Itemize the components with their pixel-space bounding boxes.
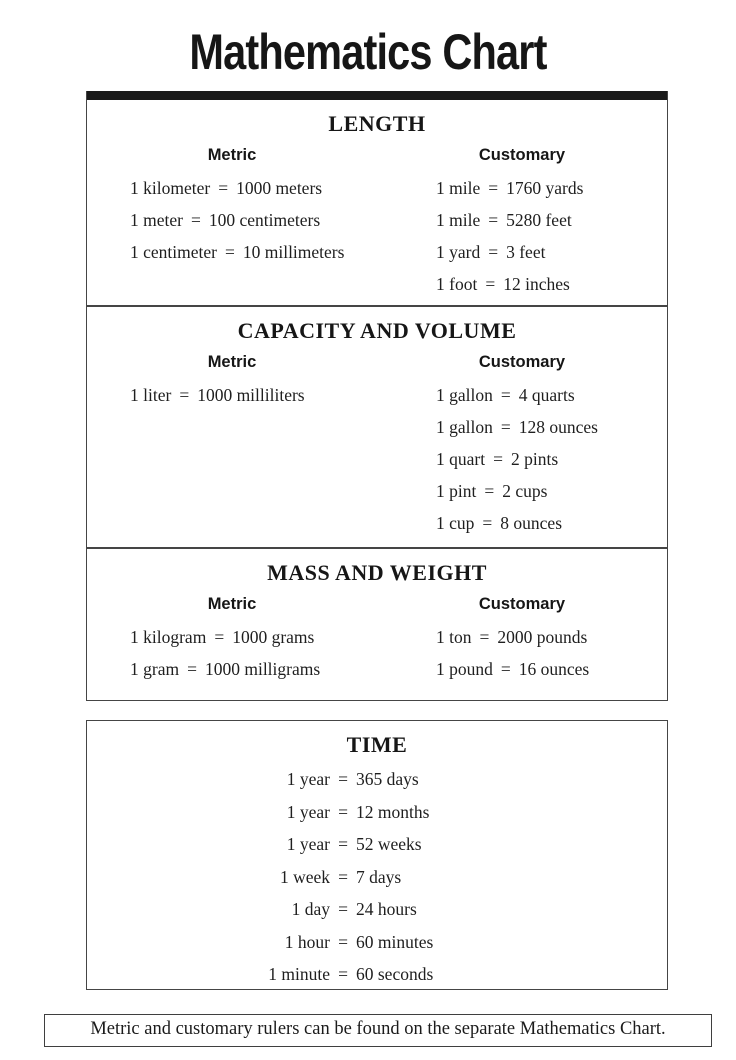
equals-sign: = [500, 385, 511, 405]
conversion-row: 1 meter = 100 centimeters [87, 204, 377, 236]
conversion-row: 1 pound = 16 ounces [377, 653, 667, 685]
length-metric-column [87, 145, 377, 300]
customary-column-header: Customary [478, 595, 566, 613]
section-title-capacity: CAPACITY AND VOLUME [237, 318, 517, 343]
mass-customary-column [377, 594, 667, 685]
time-section [86, 720, 668, 990]
conversion-row: 1 ton = 2000 pounds [377, 621, 667, 653]
conversion-row: 1 day = 24 hours [212, 893, 542, 926]
section-title-mass: MASS AND WEIGHT [267, 560, 487, 585]
conversion-row: 1 yard = 3 feet [377, 236, 667, 268]
mass-weight-section [87, 547, 667, 698]
equals-sign: = [218, 178, 229, 198]
equals-sign: = [488, 178, 499, 198]
conversion-row: 1 kilogram = 1000 grams [87, 621, 377, 653]
conversion-chart-box [86, 91, 668, 701]
capacity-volume-section [87, 305, 667, 547]
conversion-row: 1 gallon = 4 quarts [377, 379, 667, 411]
conversion-row: 1 cup = 8 ounces [377, 507, 667, 539]
conversion-row: 1 mile = 5280 feet [377, 204, 667, 236]
equals-sign: = [479, 627, 490, 647]
equals-sign: = [190, 210, 201, 230]
section-title-time: TIME [346, 732, 408, 757]
equals-sign: = [338, 834, 348, 854]
equals-sign: = [338, 769, 348, 789]
mass-metric-column [87, 594, 377, 685]
equals-sign: = [488, 242, 499, 262]
footer-note: Metric and customary rulers can be found on the separate Mathematics Chart. [44, 1014, 712, 1047]
conversion-row: 1 pint = 2 cups [377, 475, 667, 507]
equals-sign: = [179, 385, 190, 405]
customary-column-header: Customary [478, 146, 566, 164]
mass-columns [87, 594, 667, 685]
conversion-row: 1 foot = 12 inches [377, 268, 667, 300]
length-columns [87, 145, 667, 300]
length-section [87, 100, 667, 305]
conversion-row: 1 year = 12 months [212, 796, 542, 829]
customary-column-header: Customary [478, 353, 566, 371]
conversion-row: 1 quart = 2 pints [377, 443, 667, 475]
capacity-customary-column [377, 352, 667, 539]
conversion-row: 1 mile = 1760 yards [377, 172, 667, 204]
conversion-row: 1 gram = 1000 milligrams [87, 653, 377, 685]
conversion-row: 1 year = 365 days [212, 763, 542, 796]
equals-sign: = [482, 513, 493, 533]
section-title-length: LENGTH [328, 111, 426, 136]
length-customary-column [377, 145, 667, 300]
capacity-columns [87, 352, 667, 539]
conversion-row: 1 gallon = 128 ounces [377, 411, 667, 443]
conversion-row: 1 year = 52 weeks [212, 828, 542, 861]
equals-sign: = [500, 659, 511, 679]
conversion-row: 1 kilometer = 1000 meters [87, 172, 377, 204]
page-title: Mathematics Chart [189, 24, 547, 80]
conversion-row: 1 week = 7 days [212, 861, 542, 894]
conversion-row: 1 centimeter = 10 millimeters [87, 236, 377, 268]
equals-sign: = [224, 242, 235, 262]
header-bar [87, 91, 667, 100]
conversion-row: 1 liter = 1000 milliliters [87, 379, 377, 411]
equals-sign: = [488, 210, 499, 230]
metric-column-header: Metric [207, 353, 257, 371]
metric-column-header: Metric [207, 146, 257, 164]
conversion-row: 1 hour = 60 minutes [212, 926, 542, 959]
equals-sign: = [338, 866, 348, 887]
equals-sign: = [338, 931, 348, 952]
capacity-metric-column [87, 352, 377, 539]
equals-sign: = [187, 659, 197, 679]
equals-sign: = [484, 481, 495, 501]
metric-column-header: Metric [207, 595, 257, 613]
equals-sign: = [338, 801, 348, 822]
conversion-row: 1 minute = 60 seconds [212, 958, 542, 991]
equals-sign: = [338, 964, 348, 984]
equals-sign: = [500, 417, 511, 437]
equals-sign: = [338, 899, 348, 919]
equals-sign: = [493, 449, 503, 469]
equals-sign: = [485, 274, 496, 294]
equals-sign: = [214, 627, 225, 647]
